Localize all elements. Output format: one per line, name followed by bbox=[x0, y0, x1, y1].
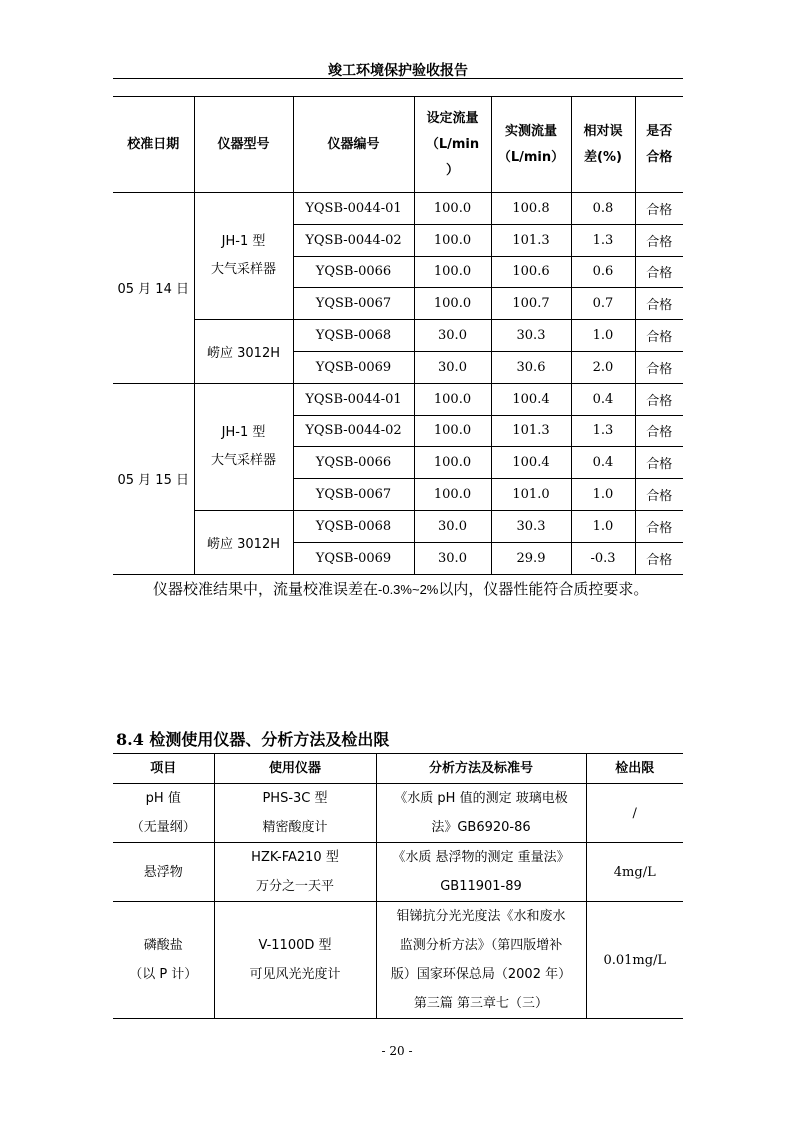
measured-flow: 30.6 bbox=[491, 351, 571, 383]
model-line: JH-1 型 bbox=[221, 234, 266, 250]
item-line: （无量纲） bbox=[130, 820, 196, 835]
method-cell bbox=[376, 843, 586, 902]
instrument-id: YQSB-0066 bbox=[293, 256, 414, 288]
method-line: 钼锑抗分光光度法《水和废水 bbox=[396, 909, 566, 924]
relative-error: 0.8 bbox=[571, 193, 635, 225]
header-item: 项目 bbox=[113, 754, 214, 784]
date-cell: 05 月 15 日 bbox=[113, 383, 194, 574]
pass-status: 合格 bbox=[635, 415, 683, 447]
instrument-id: YQSB-0044-01 bbox=[293, 193, 414, 225]
header-instrument: 使用仪器 bbox=[214, 754, 376, 784]
instrument-id: YQSB-0044-02 bbox=[293, 415, 414, 447]
pass-status: 合格 bbox=[635, 351, 683, 383]
methods-header-row bbox=[113, 754, 683, 784]
instrument-id: YQSB-0067 bbox=[293, 479, 414, 511]
set-flow: 30.0 bbox=[414, 510, 491, 542]
item-cell bbox=[113, 784, 214, 843]
instrument-id: YQSB-0044-02 bbox=[293, 224, 414, 256]
header-limit: 检出限 bbox=[586, 754, 683, 784]
measured-flow: 30.3 bbox=[491, 510, 571, 542]
instrument-id: YQSB-0069 bbox=[293, 542, 414, 574]
measured-flow: 100.4 bbox=[491, 447, 571, 479]
method-line: 《水质 pH 值的测定 玻璃电极 bbox=[394, 791, 568, 806]
section-title: 8.4 检测使用仪器、分析方法及检出限 bbox=[116, 730, 390, 749]
header-method: 分析方法及标准号 bbox=[376, 754, 586, 784]
pass-status: 合格 bbox=[635, 320, 683, 352]
relative-error: 0.4 bbox=[571, 383, 635, 415]
model-line: 崂应 3012H bbox=[207, 536, 280, 552]
item-line: （以 P 计） bbox=[129, 967, 198, 982]
table-row bbox=[113, 320, 683, 352]
model-line: 崂应 3012H bbox=[207, 345, 280, 361]
instrument-line: 可见风光光度计 bbox=[249, 967, 341, 982]
relative-error: 0.6 bbox=[571, 256, 635, 288]
header-rule bbox=[113, 78, 683, 79]
set-flow: 100.0 bbox=[414, 193, 491, 225]
relative-error: 1.0 bbox=[571, 510, 635, 542]
instrument-line: 精密酸度计 bbox=[262, 820, 328, 835]
pass-status: 合格 bbox=[635, 256, 683, 288]
set-flow: 100.0 bbox=[414, 447, 491, 479]
header-model: 仪器型号 bbox=[194, 97, 293, 193]
methods-table bbox=[113, 753, 683, 1019]
header-date: 校准日期 bbox=[113, 97, 194, 193]
model-cell bbox=[194, 383, 293, 510]
header-set-flow-line: 设定流量 bbox=[426, 110, 479, 126]
item-cell bbox=[113, 843, 214, 902]
note-text: 仪器校准结果中，流量校准误差在 bbox=[153, 580, 379, 598]
instrument-cell bbox=[214, 784, 376, 843]
item-line: 磷酸盐 bbox=[143, 938, 183, 953]
instrument-id: YQSB-0067 bbox=[293, 288, 414, 320]
table-row bbox=[113, 902, 683, 1019]
measured-flow: 100.6 bbox=[491, 256, 571, 288]
header-set-flow-line: （L/min bbox=[425, 136, 480, 152]
header-pass-line: 是否 bbox=[646, 123, 673, 139]
measured-flow: 30.3 bbox=[491, 320, 571, 352]
header-set-flow bbox=[414, 97, 491, 193]
relative-error: 0.4 bbox=[571, 447, 635, 479]
set-flow: 100.0 bbox=[414, 288, 491, 320]
measured-flow: 29.9 bbox=[491, 542, 571, 574]
relative-error: 2.0 bbox=[571, 351, 635, 383]
header-relative-error bbox=[571, 97, 635, 193]
model-line: 大气采样器 bbox=[210, 262, 276, 278]
model-line: JH-1 型 bbox=[221, 424, 266, 440]
pass-status: 合格 bbox=[635, 479, 683, 511]
relative-error: -0.3 bbox=[571, 542, 635, 574]
note-text: 以内，仪器性能符合质控要求。 bbox=[438, 580, 649, 598]
relative-error: 1.0 bbox=[571, 479, 635, 511]
measured-flow: 100.4 bbox=[491, 383, 571, 415]
method-cell bbox=[376, 784, 586, 843]
item-line: 悬浮物 bbox=[143, 864, 183, 880]
set-flow: 30.0 bbox=[414, 542, 491, 574]
instrument-id: YQSB-0068 bbox=[293, 320, 414, 352]
set-flow: 100.0 bbox=[414, 415, 491, 447]
measured-flow: 100.7 bbox=[491, 288, 571, 320]
model-cell bbox=[194, 510, 293, 574]
method-line: 版）国家环保总局（2002 年） bbox=[390, 967, 572, 982]
header-measured-flow bbox=[491, 97, 571, 193]
model-line: 大气采样器 bbox=[210, 452, 276, 468]
relative-error: 1.3 bbox=[571, 415, 635, 447]
set-flow: 30.0 bbox=[414, 351, 491, 383]
instrument-cell bbox=[214, 843, 376, 902]
instrument-id: YQSB-0069 bbox=[293, 351, 414, 383]
model-cell bbox=[194, 320, 293, 384]
pass-status: 合格 bbox=[635, 288, 683, 320]
pass-status: 合格 bbox=[635, 383, 683, 415]
set-flow: 100.0 bbox=[414, 256, 491, 288]
table-row bbox=[113, 510, 683, 542]
table-row bbox=[113, 843, 683, 902]
instrument-line: PHS-3C 型 bbox=[262, 791, 328, 806]
limit-cell: 0.01mg/L bbox=[586, 902, 683, 1019]
set-flow: 30.0 bbox=[414, 320, 491, 352]
pass-status: 合格 bbox=[635, 193, 683, 225]
instrument-id: YQSB-0044-01 bbox=[293, 383, 414, 415]
header-relative-error-line: 相对误 bbox=[583, 123, 623, 139]
measured-flow: 101.3 bbox=[491, 415, 571, 447]
method-line: 监测分析方法》（第四版增补 bbox=[399, 938, 563, 953]
method-cell bbox=[376, 902, 586, 1019]
model-cell bbox=[194, 193, 293, 320]
pass-status: 合格 bbox=[635, 542, 683, 574]
item-cell bbox=[113, 902, 214, 1019]
header-measured-flow-line: （L/min） bbox=[497, 149, 565, 165]
limit-cell: 4mg/L bbox=[586, 843, 683, 902]
header-measured-flow-line: 实测流量 bbox=[504, 123, 557, 139]
relative-error: 0.7 bbox=[571, 288, 635, 320]
set-flow: 100.0 bbox=[414, 224, 491, 256]
limit-cell: / bbox=[586, 784, 683, 843]
calibration-header-row bbox=[113, 97, 683, 193]
instrument-id: YQSB-0068 bbox=[293, 510, 414, 542]
page-number: - 20 - bbox=[381, 1044, 413, 1058]
instrument-line: 万分之一天平 bbox=[255, 879, 334, 894]
pass-status: 合格 bbox=[635, 447, 683, 479]
report-header-title: 竣工环境保护验收报告 bbox=[328, 63, 468, 79]
instrument-line: V-1100D 型 bbox=[258, 938, 332, 953]
pass-status: 合格 bbox=[635, 224, 683, 256]
date-cell: 05 月 14 日 bbox=[113, 193, 194, 384]
method-line: 第三篇 第三章七（三） bbox=[413, 996, 549, 1011]
table-row bbox=[113, 784, 683, 843]
note-range: -0.3%~2% bbox=[378, 582, 439, 597]
instrument-cell bbox=[214, 902, 376, 1019]
pass-status: 合格 bbox=[635, 510, 683, 542]
method-line: GB11901-89 bbox=[440, 879, 522, 894]
relative-error: 1.3 bbox=[571, 224, 635, 256]
instrument-line: HZK-FA210 型 bbox=[251, 850, 339, 865]
method-line: 法》GB6920-86 bbox=[431, 820, 531, 835]
header-pass-line: 合格 bbox=[646, 149, 673, 165]
table-row bbox=[113, 383, 683, 415]
calibration-table bbox=[113, 96, 683, 575]
header-pass bbox=[635, 97, 683, 193]
calibration-note bbox=[113, 573, 683, 606]
header-relative-error-line: 差(%) bbox=[584, 149, 622, 165]
header-number: 仪器编号 bbox=[293, 97, 414, 193]
set-flow: 100.0 bbox=[414, 383, 491, 415]
item-line: pH 值 bbox=[145, 791, 181, 806]
header-set-flow-line: ） bbox=[445, 162, 459, 178]
measured-flow: 101.3 bbox=[491, 224, 571, 256]
method-line: 《水质 悬浮物的测定 重量法》 bbox=[392, 850, 570, 865]
measured-flow: 100.8 bbox=[491, 193, 571, 225]
instrument-id: YQSB-0066 bbox=[293, 447, 414, 479]
relative-error: 1.0 bbox=[571, 320, 635, 352]
table-row bbox=[113, 193, 683, 225]
set-flow: 100.0 bbox=[414, 479, 491, 511]
measured-flow: 101.0 bbox=[491, 479, 571, 511]
